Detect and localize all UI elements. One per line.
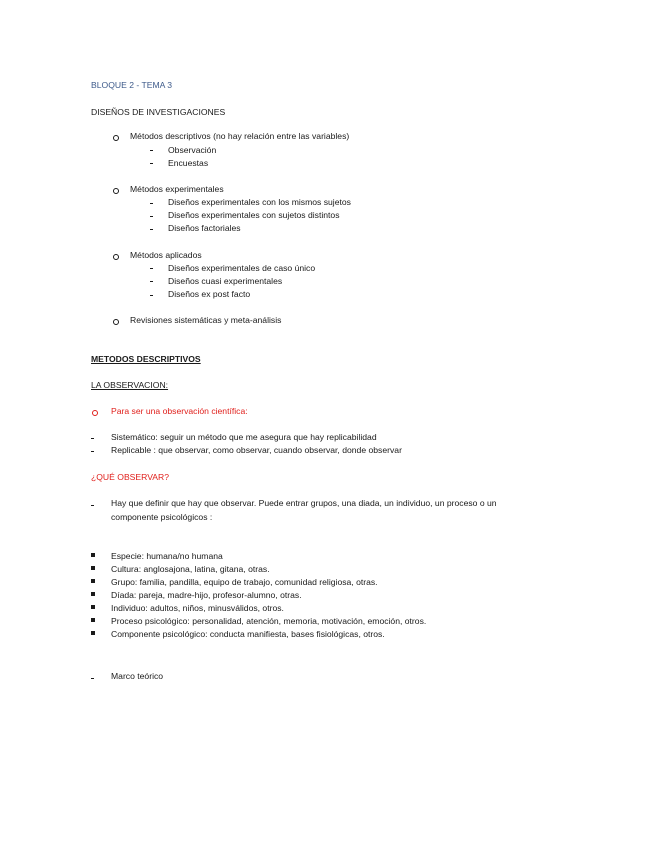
square-bullet-icon [91, 579, 95, 583]
list-item: Proceso psicológico: personalidad, atención, memoria, motivación, emoción, otros. [111, 616, 427, 626]
list-item: Replicable : que observar, como observar, cuando observar, donde observar [111, 445, 402, 455]
list-item: Sistemático: seguir un método que me asegura que hay replicabilidad [111, 432, 377, 442]
square-bullet-icon [91, 618, 95, 622]
group-label-aplicados: Métodos aplicados [130, 250, 202, 260]
section-title-metodos-descriptivos: METODOS DESCRIPTIVOS [91, 354, 201, 364]
dash-bullet-icon [91, 438, 94, 439]
circle-bullet-icon [113, 254, 119, 260]
group-label-revisiones: Revisiones sistemáticas y meta-análisis [130, 315, 282, 325]
group-label-descriptivos: Métodos descriptivos (no hay relación entre las variables) [130, 131, 350, 141]
dash-bullet-icon [150, 203, 153, 204]
list-item: Cultura: anglosajona, latina, gitana, otras. [111, 564, 270, 574]
dash-bullet-icon [150, 268, 153, 269]
list-item: Grupo: familia, pandilla, equipo de trabajo, comunidad religiosa, otras. [111, 577, 378, 587]
group-label-experimentales: Métodos experimentales [130, 184, 224, 194]
dash-bullet-icon [150, 295, 153, 296]
list-item: Diseños experimentales con los mismos sujetos [168, 197, 351, 207]
dash-bullet-icon [150, 216, 153, 217]
dash-bullet-icon [150, 163, 153, 164]
dash-bullet-icon [91, 451, 94, 452]
dash-bullet-icon [150, 229, 153, 230]
subtitle-observacion: LA OBSERVACION: [91, 380, 169, 390]
circle-bullet-icon [92, 410, 98, 416]
list-item: Individuo: adultos, niños, minusválidos, otros. [111, 603, 284, 613]
circle-bullet-icon [113, 188, 119, 194]
square-bullet-icon [91, 566, 95, 570]
intro-line: Hay que definir que hay que observar. Puede entrar grupos, una diada, un individuo, un proceso o un [111, 498, 497, 508]
bloque-header: BLOQUE 2 - TEMA 3 [91, 80, 173, 90]
dash-bullet-icon [150, 281, 153, 282]
que-observar-heading: ¿QUÉ OBSERVAR? [91, 472, 170, 482]
list-item: Diseños factoriales [168, 223, 241, 233]
dash-bullet-icon [91, 505, 94, 506]
list-item: Especie: humana/no humana [111, 551, 223, 561]
list-item: Componente psicológico: conducta manifiesta, bases fisiológicas, otros. [111, 629, 385, 639]
red-bullet-text: Para ser una observación científica: [111, 406, 248, 416]
square-bullet-icon [91, 592, 95, 596]
list-item: Observación [168, 145, 217, 155]
intro-line: componente psicológicos : [111, 512, 213, 522]
section-title-disenos: DISEÑOS DE INVESTIGACIONES [91, 107, 226, 117]
dash-bullet-icon [150, 150, 153, 151]
square-bullet-icon [91, 605, 95, 609]
circle-bullet-icon [113, 319, 119, 325]
list-item: Diseños experimentales con sujetos distintos [168, 210, 340, 220]
list-item: Diseños cuasi experimentales [168, 276, 283, 286]
dash-bullet-icon [91, 678, 94, 679]
square-bullet-icon [91, 631, 95, 635]
square-bullet-icon [91, 553, 95, 557]
marco-teorico: Marco teórico [111, 671, 164, 681]
list-item: Encuestas [168, 158, 209, 168]
list-item: Diseños ex post facto [168, 289, 251, 299]
list-item: Diseños experimentales de caso único [168, 263, 316, 273]
list-item: Díada: pareja, madre-hijo, profesor-alumno, otras. [111, 590, 302, 600]
circle-bullet-icon [113, 135, 119, 141]
